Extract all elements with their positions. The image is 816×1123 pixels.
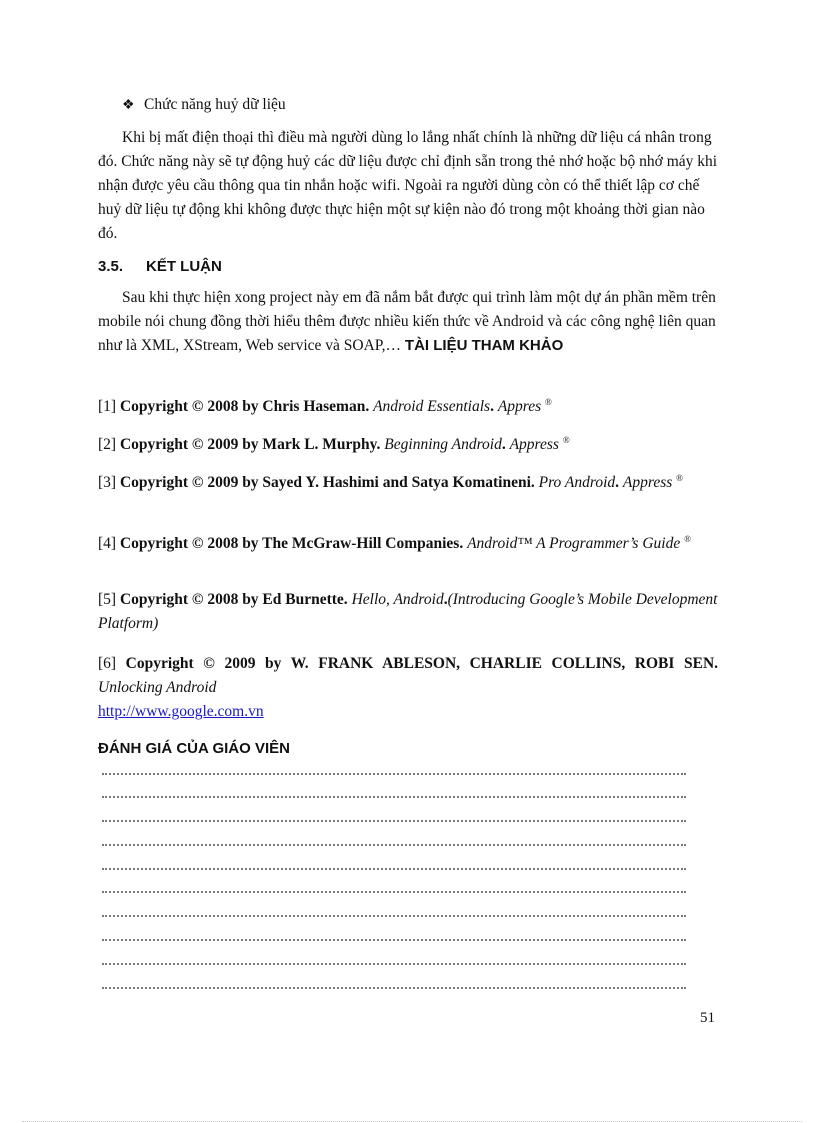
diamond-bullet-icon: ❖ [122,98,135,113]
dotted-writing-line [102,963,686,967]
references-heading: TÀI LIỆU THAM KHẢO [404,337,564,354]
page-number: 51 [700,1010,715,1026]
paragraph-conclusion: Sau khi thực hiện xong project này em đã nắm bắt được qui trình làm một dự án phần mềm trên mobile nói chung đồng thời hiểu thêm được nhiều kiến thức về Android và các công nghệ liên quan như là XML, XStream, Web service và SOAP,… TÀI LIỆU THAM KHẢO [98,289,716,354]
page-edge-bottom [22,1121,802,1122]
reference-item: [5] Copyright © 2008 by Ed Burnette. Hello, Android.(Introducing Google’s Mobile Development Platform) [98,591,718,632]
dotted-writing-line [102,987,686,991]
reference-item: [4] Copyright © 2008 by The McGraw-Hill Companies. Android™ A Programmer’s Guide ® [98,534,691,553]
bullet-heading [122,96,286,114]
dotted-writing-line [102,939,686,943]
reference-item: [2] Copyright © 2009 by Mark L. Murphy. Beginning Android. Appress ® [98,435,570,454]
dotted-writing-line [102,844,686,848]
dotted-writing-line [102,915,686,919]
reference-item: [6] Copyright © 2009 by W. FRANK ABLESON, CHARLIE COLLINS, ROBI SEN. Unlocking Android [98,655,719,696]
reference-item: [1] Copyright © 2008 by Chris Haseman. Android Essentials. Appres ® [98,397,552,416]
section-heading [98,258,222,275]
dotted-writing-line [102,868,686,872]
section-title: KẾT LUẬN [146,258,222,275]
dotted-writing-line [102,796,686,800]
reference-item: [3] Copyright © 2009 by Sayed Y. Hashimi and Satya Komatineni. Pro Android. Appress ® [98,473,683,492]
bullet-text: Chức năng huỷ dữ liệu [144,96,286,113]
dotted-writing-line [102,820,686,824]
section-number: 3.5. [98,258,124,275]
dotted-writing-line [102,891,686,895]
dotted-writing-line [102,773,686,777]
evaluation-heading: ĐÁNH GIÁ CỦA GIÁO VIÊN [98,740,290,757]
google-link[interactable]: http://www.google.com.vn [98,703,264,720]
paragraph-data-wipe: Khi bị mất điện thoại thì điều mà người dùng lo lắng nhất chính là những dữ liệu cá nhân trong đó. Chức năng này sẽ tự động huỷ các dữ liệu được chỉ định sẵn trong thẻ nhớ hoặc bộ nhớ máy khi nhận được yêu cầu thông qua tin nhắn hoặc wifi. Ngoài ra người dùng còn có thể thiết lập cơ chế huỷ dữ liệu tự động khi không được thực hiện một sự kiện nào đó trong một khoảng thời gian nào đó. [98,129,718,242]
